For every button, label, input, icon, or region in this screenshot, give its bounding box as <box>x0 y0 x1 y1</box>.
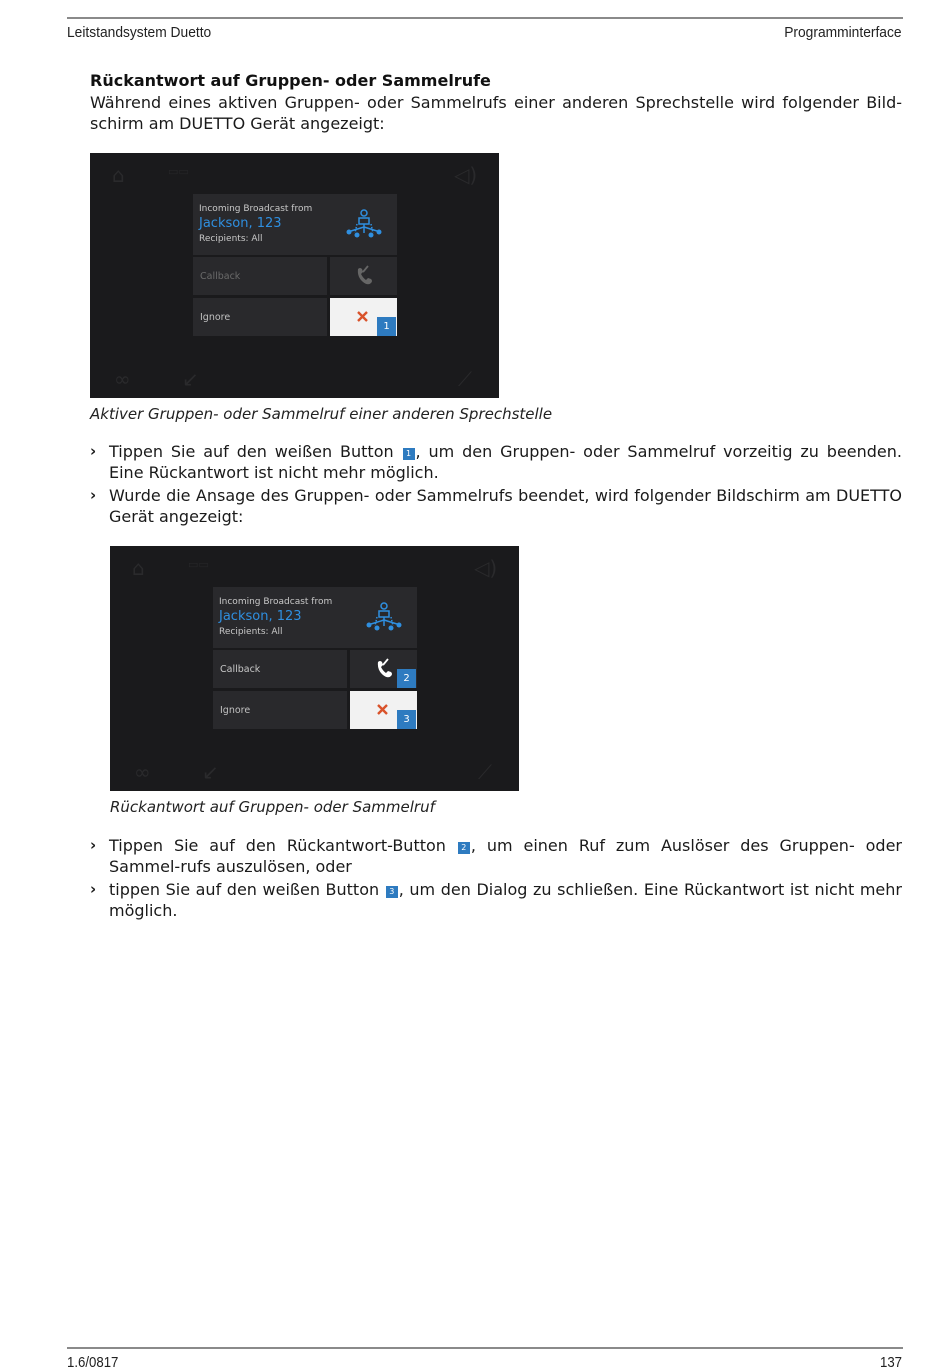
callout-badge-2: 2 <box>397 669 416 688</box>
inline-badge-1: 1 <box>403 448 415 460</box>
ignore-label: Ignore <box>220 705 251 716</box>
inline-badge-3: 3 <box>386 886 398 898</box>
header-rule <box>67 17 903 19</box>
arrow-icon: ↙ <box>182 367 199 391</box>
bullet-list-2 <box>90 835 902 923</box>
dialog-recipients: Recipients: All <box>199 234 263 244</box>
callout-badge-1: 1 <box>377 317 396 336</box>
chevron-right-icon: › <box>90 442 97 460</box>
callback-icon <box>330 257 397 295</box>
home-icon: ⌂ <box>112 163 125 187</box>
bullet-list-1 <box>90 441 902 529</box>
home-icon: ⌂ <box>132 556 145 580</box>
clock-icon: ▭▭ <box>168 165 189 178</box>
link-icon: ∞ <box>114 367 131 391</box>
ignore-row-label <box>213 691 347 729</box>
bullet-text: , um einen Ruf zum Auslöser des Gruppen- oder Sammel-rufs auszulösen, oder <box>109 836 903 876</box>
figure2-caption: Rückantwort auf Gruppen- oder Sammelruf <box>110 798 435 816</box>
callback-label: Callback <box>200 271 241 282</box>
arrow-icon: ↙ <box>202 760 219 784</box>
chevron-right-icon: › <box>90 836 97 854</box>
ignore-row-label <box>193 298 327 336</box>
header-right: Programminterface <box>784 24 902 41</box>
callback-row-label <box>213 650 347 688</box>
broadcast-dialog-header <box>193 194 397 255</box>
broadcast-network-icon <box>345 209 383 239</box>
bullet-text: Tippen Sie auf den weißen Button <box>109 442 402 461</box>
footer-version: 1.6/0817 <box>67 1354 119 1371</box>
dialog-recipients: Recipients: All <box>219 627 283 637</box>
chevron-right-icon: › <box>90 880 97 898</box>
header-left: Leitstandsystem Duetto <box>67 24 212 41</box>
handset-icon: ⟋ <box>458 367 472 391</box>
bullet-text: , um den Dialog zu schließen. Eine Rückantwort ist nicht mehr möglich. <box>109 880 902 920</box>
callout-badge-3: 3 <box>397 710 416 729</box>
speaker-icon: ◁) <box>474 556 498 580</box>
broadcast-dialog-header <box>213 587 417 648</box>
intro-paragraph: Während eines aktiven Gruppen- oder Sammelrufs einer anderen Sprechstelle wird folgender Bild-schirm am DUETTO Gerät angezeigt: <box>90 93 902 133</box>
bullet-text: , um den Gruppen- oder Sammelruf vorzeitig zu beenden. Eine Rückantwort ist nicht mehr möglich. <box>109 442 902 482</box>
broadcast-network-icon <box>365 602 403 632</box>
link-icon: ∞ <box>134 760 151 784</box>
dialog-caller: Jackson, 123 <box>219 609 302 624</box>
bullet-text: Wurde die Ansage des Gruppen- oder Sammelrufs beendet, wird folgender Bildschirm am DUETTO Gerät angezeigt: <box>109 486 902 526</box>
device-screen-2 <box>110 546 519 791</box>
dialog-title: Incoming Broadcast from <box>199 204 313 214</box>
footer-rule <box>67 1347 903 1349</box>
ignore-button[interactable] <box>350 691 417 729</box>
callback-button[interactable] <box>350 650 417 688</box>
bullet-item <box>90 835 902 877</box>
clock-icon: ▭▭ <box>188 558 209 571</box>
device-screen-1 <box>90 153 499 398</box>
section-title: Rückantwort auf Gruppen- oder Sammelrufe <box>90 71 491 90</box>
dialog-caller: Jackson, 123 <box>199 216 282 231</box>
callback-row-label <box>193 257 327 295</box>
figure1-caption: Aktiver Gruppen- oder Sammelruf einer anderen Sprechstelle <box>90 405 553 423</box>
bullet-item <box>90 879 902 921</box>
chevron-right-icon: › <box>90 486 97 504</box>
dialog-title: Incoming Broadcast from <box>219 597 333 607</box>
inline-badge-2: 2 <box>458 842 470 854</box>
handset-icon: ⟋ <box>478 760 492 784</box>
bullet-item <box>90 485 902 527</box>
callback-label: Callback <box>220 664 261 675</box>
ignore-button[interactable] <box>330 298 397 336</box>
speaker-icon: ◁) <box>454 163 478 187</box>
bullet-text: Tippen Sie auf den Rückantwort-Button <box>109 836 457 855</box>
callback-button[interactable] <box>330 257 397 295</box>
footer-page-number: 137 <box>879 1354 902 1371</box>
bullet-item <box>90 441 902 483</box>
ignore-label: Ignore <box>200 312 231 323</box>
bullet-text: tippen Sie auf den weißen Button <box>109 880 385 899</box>
